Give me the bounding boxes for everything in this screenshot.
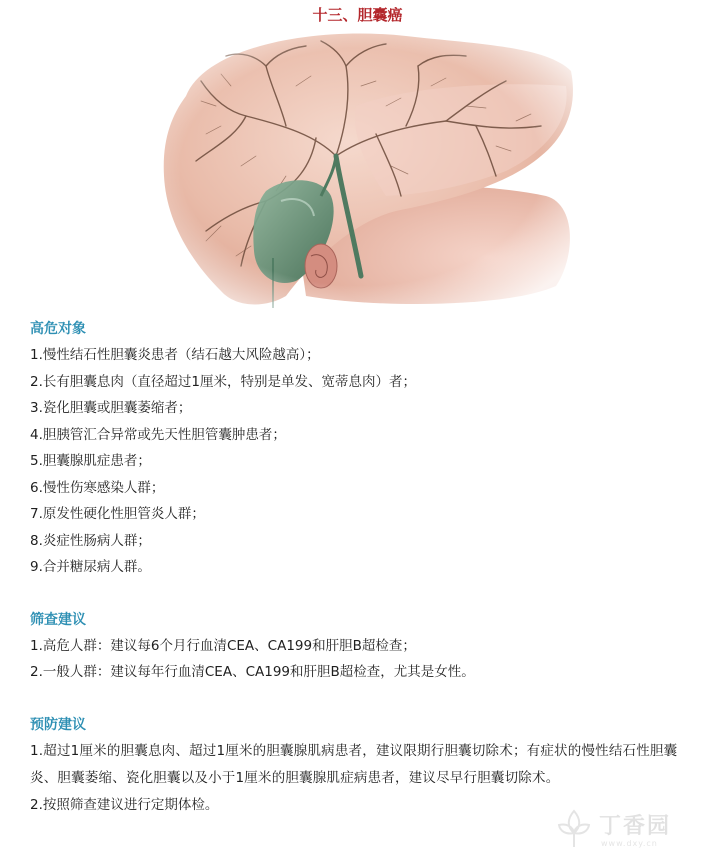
section-heading: 高危对象 [30, 321, 86, 337]
dxy-logo-icon [551, 805, 597, 851]
list-item: 1.高危人群：建议每6个月行血清CEA、CA199和肝胆B超检查； [30, 637, 416, 654]
watermark-url: www.dxy.cn [601, 839, 658, 848]
section-high-risk [30, 316, 695, 581]
section-heading: 筛查建议 [30, 611, 86, 628]
spacer [30, 686, 695, 712]
list-item: 7.原发性硬化性胆管炎人群； [30, 506, 205, 522]
watermark [551, 801, 701, 857]
list-item: 5.胆囊腺肌症患者； [30, 453, 151, 469]
list-item: 1.超过1厘米的胆囊息肉、超过1厘米的胆囊腺肌病患者，建议限期行胆囊切除术；有症状的慢性结石性胆囊炎、胆囊萎缩、瓷化胆囊以及小于1厘米的胆囊腺肌症病患者，建议尽早行胆囊切除术。 [30, 742, 678, 786]
watermark-brand: 丁香园 [599, 814, 672, 839]
list-item: 6.慢性伤寒感染人群； [30, 479, 165, 496]
list-item: 9.合并糖尿病人群。 [30, 559, 151, 575]
section-heading: 预防建议 [30, 716, 86, 733]
list-item: 3.瓷化胆囊或胆囊萎缩者； [30, 400, 192, 416]
list-item: 1.慢性结石性胆囊炎患者（结石越大风险越高）； [30, 347, 320, 363]
list-item: 4.胆胰管汇合异常或先天性胆管囊肿患者； [30, 426, 286, 443]
section-screening [30, 607, 695, 686]
page-title: 十三、胆囊癌 [312, 6, 403, 24]
spacer [30, 581, 695, 607]
article-content [30, 316, 695, 818]
list-item: 2.长有胆囊息肉（直径超过1厘米，特别是单发、宽蒂息肉）者； [30, 373, 416, 390]
list-item: 2.一般人群：建议每年行血清CEA、CA199和肝胆B超检查，尤其是女性。 [30, 664, 475, 680]
liver-gallbladder-illustration [146, 26, 576, 308]
list-item: 8.炎症性肠病人群； [30, 532, 151, 549]
list-item: 2.按照筛查建议进行定期体检。 [30, 796, 219, 813]
